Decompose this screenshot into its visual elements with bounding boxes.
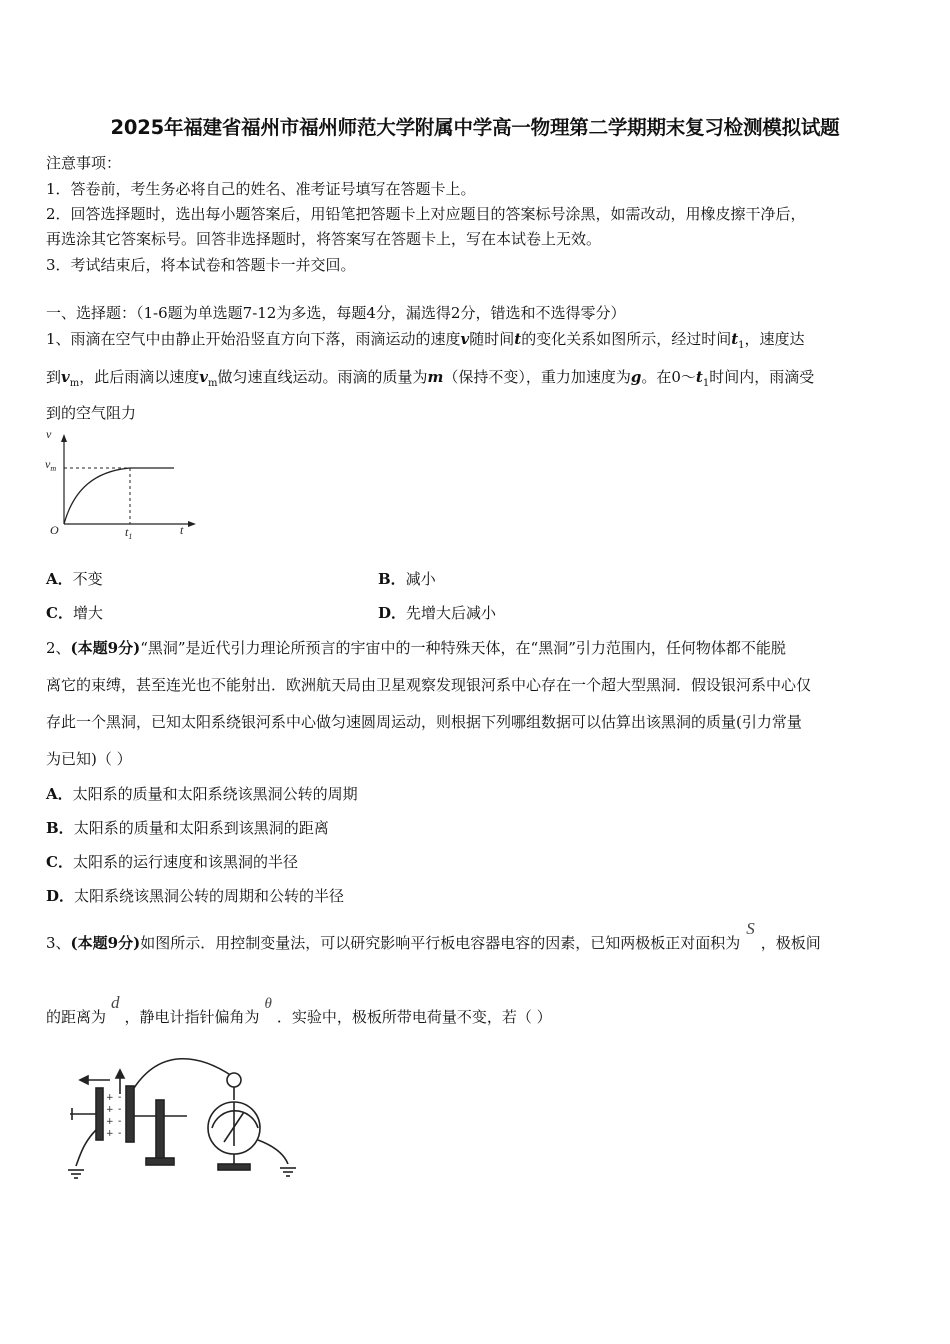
up-arrow-icon <box>116 1070 124 1078</box>
q2-option-a[interactable]: A．太阳系的质量和太阳系绕该黑洞公转的周期 <box>46 785 358 803</box>
page-title: 2025年福建省福州市福州师范大学附属中学高一物理第二学期期末复习检测模拟试题 <box>110 116 840 139</box>
distance-symbol: d <box>111 993 120 1012</box>
velocity-time-graph <box>40 426 205 544</box>
angle-symbol: θ <box>264 996 272 1012</box>
q2-option-d[interactable]: D．太阳系绕该黑洞公转的周期和公转的半径 <box>46 887 345 905</box>
left-arrow-icon <box>80 1076 88 1084</box>
stand-base <box>146 1158 174 1165</box>
q1-line-1: 1、雨滴在空气中由静止开始沿竖直方向下落，雨滴运动的速度v随时间t的变化关系如图所示，经过时间$t_1$，速度达 <box>46 330 805 351</box>
graph-velocity-curve <box>64 468 174 524</box>
q2-line-4: 为已知)（ ） <box>46 750 132 768</box>
graph-axis-x-label: t <box>180 523 184 537</box>
graph-x-arrow-icon <box>188 521 196 527</box>
notice-item-1: 1．答卷前，考生务必将自己的姓名、准考证号填写在答题卡上。 <box>46 180 476 198</box>
q1-option-c[interactable]: C．增大 <box>46 604 103 622</box>
plate-stand <box>156 1100 164 1162</box>
left-plate <box>96 1088 103 1140</box>
notice-item-2: 2．回答选择题时，选出每小题答案后，用铅笔把答题卡上对应题目的答案标号涂黑，如需改动，用橡皮擦干净后， <box>46 205 806 223</box>
q1-option-a[interactable]: A．不变 <box>46 570 103 588</box>
notice-item-2-cont: 再选涂其它答案标号。回答非选择题时，将答案写在答题卡上，写在本试卷上无效。 <box>46 230 602 248</box>
notice-heading: 注意事项： <box>46 154 122 172</box>
q3-line-2: 的距离为d，静电计指针偏角为θ．实验中，极板所带电荷量不变，若（ ） <box>46 993 552 1026</box>
q3-line-1: 3、(本题9分)如图所示．用控制变量法，可以研究影响平行板电容器电容的因素，已知两极板正对面积为S，极板间 <box>46 919 821 952</box>
svg-text:+: + <box>106 1105 114 1115</box>
graph-axis-y-label: v <box>46 427 52 441</box>
graph-y-arrow-icon <box>61 434 67 442</box>
notice-item-3: 3．考试结束后，将本试卷和答题卡一并交回。 <box>46 256 356 274</box>
q1-line-3: 到的空气阻力 <box>46 404 137 422</box>
electrometer-base <box>218 1164 250 1170</box>
q1-line-2: 到$v_m$，此后雨滴以速度$v_m$做匀速直线运动。雨滴的质量为m（保持不变），重力加速度为g。在$0\sim t_1$时间内，雨滴受 <box>46 368 815 389</box>
svg-text:-: - <box>118 1128 122 1139</box>
q2-line-1: 2、(本题9分)“黑洞”是近代引力理论所预言的宇宙中的一种特殊天体，在“黑洞”引力范围内，任何物体都不能脱 <box>46 639 786 657</box>
svg-text:-: - <box>118 1092 122 1103</box>
svg-text:-: - <box>118 1116 122 1127</box>
svg-text:+: + <box>106 1117 114 1127</box>
q2-line-2: 离它的束缚，甚至连光也不能射出．欧洲航天局由卫星观察发现银河系中心存在一个超大型黑洞．假设银河系中心仅 <box>46 676 812 694</box>
section-heading: 一、选择题：（1-6题为单选题7-12为多选，每题4分，漏选得2分，错选和不选得零分） <box>46 304 626 322</box>
q2-line-3: 存此一个黑洞，已知太阳系绕银河系中心做匀速圆周运动，则根据下列哪组数据可以估算出该黑洞的质量(引力常量 <box>46 713 802 731</box>
q1-option-b[interactable]: B．减小 <box>378 570 436 588</box>
svg-text:-: - <box>118 1104 122 1115</box>
right-plate <box>126 1086 134 1142</box>
svg-text:+: + <box>106 1093 114 1103</box>
graph-vm-label: $v_m$ <box>45 457 57 473</box>
q1-option-d[interactable]: D．先增大后减小 <box>378 604 497 622</box>
svg-text:+: + <box>106 1129 114 1139</box>
q2-option-c[interactable]: C．太阳系的运行速度和该黑洞的半径 <box>46 853 298 871</box>
graph-t1-label: $t_1$ <box>125 525 133 541</box>
graph-origin-label: O <box>50 523 59 537</box>
capacitor-electrometer-figure <box>62 1050 307 1190</box>
area-symbol: S <box>746 919 755 938</box>
q2-option-b[interactable]: B．太阳系的质量和太阳系到该黑洞的距离 <box>46 819 329 837</box>
